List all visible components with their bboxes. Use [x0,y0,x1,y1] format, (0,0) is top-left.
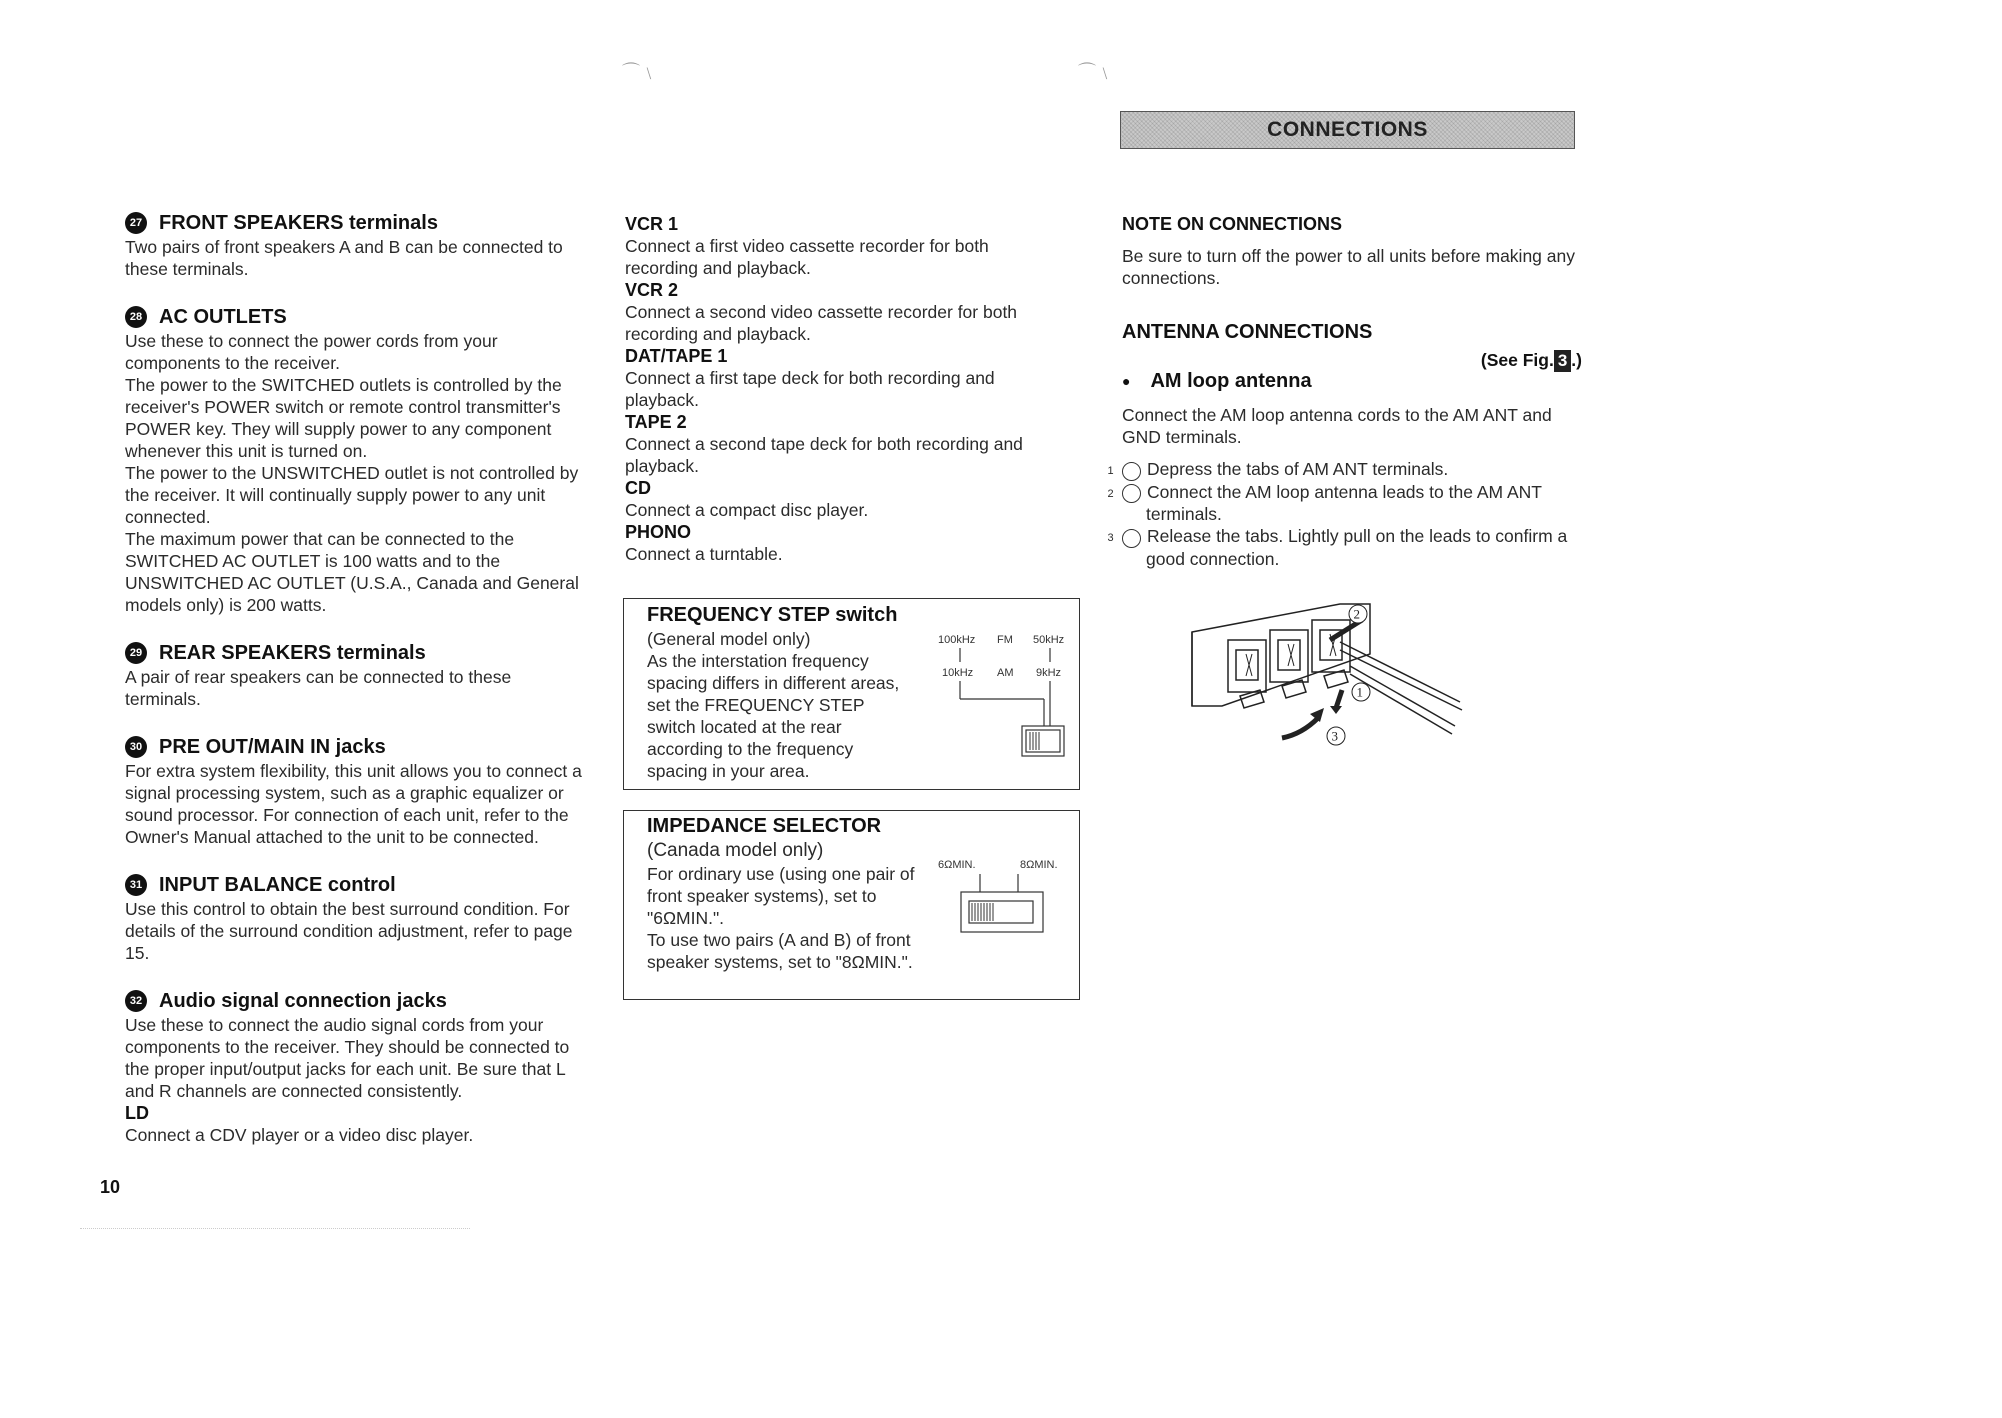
freq-label: 100kHz [938,634,976,646]
box-text: To use two pairs (A and B) of front speaker systems, set to "8ΩMIN.". [647,930,913,972]
instruction-step [1107,481,1582,526]
source-list [625,213,1065,565]
figure-number-badge: 3 [1554,350,1571,372]
figure-label: 3 [1331,728,1338,744]
scan-mark: ⌒﹨ [1078,62,1114,82]
section-text: Use these to connect the power cords from your components to the receiver. [125,331,498,373]
step-number-icon: 2 [1122,484,1141,503]
pre-out-section [125,734,585,848]
instruction-step [1107,458,1582,481]
source-text: Connect a second video cassette recorder for both recording and playback. [625,302,1018,344]
bottom-rule [80,1228,470,1229]
source-label: VCR 1 [625,214,679,234]
section-heading [125,304,585,330]
input-balance-section [125,872,585,964]
step-text: Depress the tabs of AM ANT terminals. [1147,459,1449,479]
ld-text: Connect a CDV player or a video disc player. [125,1125,474,1145]
left-column [125,210,585,1170]
item-number-icon: 30 [125,736,147,758]
step-text: Release the tabs. Lightly pull on the leads to confirm a good connection. [1146,526,1568,569]
section-heading [125,988,585,1014]
impedance-label: 8ΩMIN. [1020,859,1058,871]
figure-label: 2 [1353,606,1360,622]
instruction-step [1107,525,1582,570]
item-number-icon: 32 [125,990,147,1012]
section-heading [125,210,585,236]
section-text: Use this control to obtain the best surround condition. For details of the surround condition adjustment, refer to page 15. [125,899,573,963]
impedance-switch-diagram [934,856,1074,946]
scan-mark: ⌒﹨ [622,62,658,82]
source-text: Connect a first video cassette recorder for both recording and playback. [625,236,989,278]
figure-label: 1 [1356,684,1363,700]
step-number-icon: 3 [1122,529,1141,548]
ld-label: LD [125,1103,149,1123]
section-title: INPUT BALANCE control [159,874,396,896]
see-fig-suffix: .) [1571,350,1582,370]
section-text: For extra system flexibility, this unit allows you to connect a signal processing system, such as a graphic equalizer or sound processor. For connection of each unit, refer to the Owner's Manual attached to the unit to be connected. [125,761,582,847]
freq-text-block [647,602,917,782]
am-antenna-terminal-illustration [1190,590,1490,760]
freq-label: 10kHz [942,667,974,679]
rear-speakers-section [125,640,585,710]
section-heading [125,734,585,760]
bullet-icon: ● [1122,373,1131,389]
box-subtitle: (Canada model only) [647,840,824,861]
antenna-title: ANTENNA CONNECTIONS [1122,321,1373,343]
step-text: Connect the AM loop antenna leads to the AM ANT terminals. [1146,481,1542,524]
ac-outlets-section [125,304,585,616]
freq-label: AM [997,667,1014,679]
section-title: Audio signal connection jacks [159,990,447,1012]
section-text: A pair of rear speakers can be connected to these terminals. [125,667,512,709]
box-title: FREQUENCY STEP switch [647,604,898,626]
source-label: PHONO [625,522,692,542]
section-heading [125,872,585,898]
am-loop-title: AM loop antenna [1150,370,1312,392]
impedance-label: 6ΩMIN. [938,859,976,871]
section-heading [125,640,585,666]
box-text: As the interstation frequency spacing differs in different areas, set the FREQUENCY STEP switch located at the rear according to the frequency spacing in your area. [647,651,900,781]
section-text: The power to the SWITCHED outlets is controlled by the receiver's POWER switch or remote control transmitter's POWER key. They will supply power to any component whenever this unit is turned on. [125,375,562,461]
source-text: Connect a compact disc player. [625,500,869,520]
source-label: TAPE 2 [625,412,687,432]
box-text: For ordinary use (using one pair of front speaker systems), set to "6ΩMIN.". [647,864,915,928]
box-subtitle: (General model only) [647,629,811,649]
front-speakers-section [125,210,585,280]
page-number: 10 [100,1177,121,1197]
freq-label: 9kHz [1036,667,1062,679]
note-title: NOTE ON CONNECTIONS [1122,214,1343,234]
source-text: Connect a first tape deck for both recording and playback. [625,368,995,410]
section-text: The maximum power that can be connected to the SWITCHED AC OUTLET is 100 watts and to the UNSWITCHED AC OUTLET (U.S.A., Canada and General models only) is 200 watts. [125,529,579,615]
frequency-step-switch-diagram [934,631,1074,766]
freq-label: 50kHz [1033,634,1065,646]
item-number-icon: 29 [125,642,147,664]
box-title: IMPEDANCE SELECTOR [647,815,882,837]
source-text: Connect a second tape deck for both recording and playback. [625,434,1023,476]
right-column [1107,213,1582,570]
section-title: AC OUTLETS [159,306,287,328]
source-label: DAT/TAPE 1 [625,346,728,366]
audio-jacks-section [125,988,585,1146]
step-number-icon: 1 [1122,462,1141,481]
section-title: FRONT SPEAKERS terminals [159,212,438,234]
source-text: Connect a turntable. [625,544,783,564]
item-number-icon: 28 [125,306,147,328]
banner-title: CONNECTIONS [1267,118,1428,141]
am-loop-text: Connect the AM loop antenna cords to the AM ANT and GND terminals. [1122,405,1552,447]
impedance-selector-box [623,810,1080,1000]
item-number-icon: 31 [125,874,147,896]
section-title: PRE OUT/MAIN IN jacks [159,736,386,758]
note-text: Be sure to turn off the power to all units before making any connections. [1122,246,1575,288]
section-text: Use these to connect the audio signal cords from your components to the receiver. They should be connected to the proper input/output jacks for each unit. Be sure that L and R channels are connected consistently. [125,1015,570,1101]
section-title: REAR SPEAKERS terminals [159,642,426,664]
source-label: CD [625,478,651,498]
middle-column [625,213,1065,565]
see-fig-prefix: (See Fig. [1480,350,1554,370]
freq-label: FM [997,634,1013,646]
item-number-icon: 27 [125,212,147,234]
section-text: The power to the UNSWITCHED outlet is not controlled by the receiver. It will continually supply power to any unit connected. [125,463,579,527]
section-text: Two pairs of front speakers A and B can be connected to these terminals. [125,237,563,279]
section-banner [1120,111,1575,149]
imp-text-block [647,813,922,973]
frequency-step-box [623,598,1080,790]
source-label: VCR 2 [625,280,679,300]
